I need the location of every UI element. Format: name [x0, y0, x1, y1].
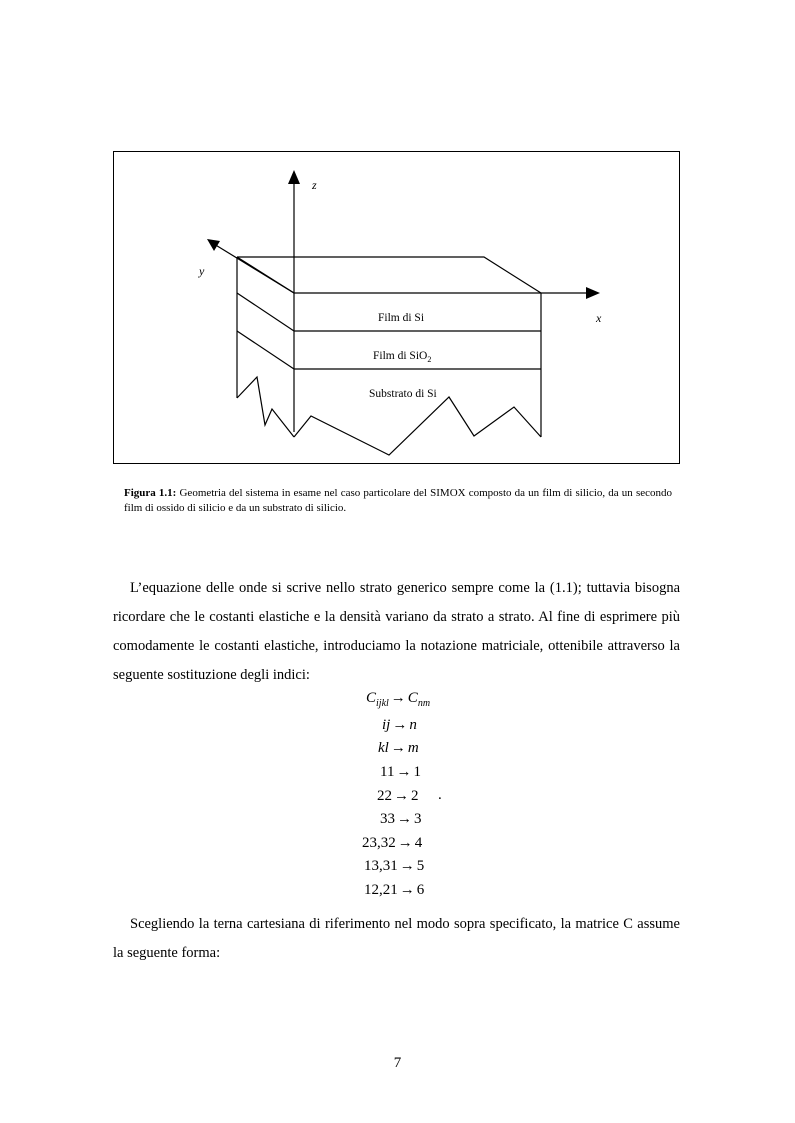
equation-6: [380, 811, 422, 828]
equation-4: [380, 764, 421, 781]
eq1-rhs-sub: nm: [417, 698, 431, 709]
eq1-rhs: C: [407, 690, 418, 706]
eq9-lhs: 12,21: [364, 882, 398, 898]
equation-5: [377, 788, 419, 805]
equation-8: [364, 858, 424, 875]
equation-2: [382, 717, 417, 734]
eq7-rhs: 4: [414, 835, 423, 851]
eq2-lhs: ij: [382, 717, 391, 733]
caption-text: Geometria del sistema in esame nel caso particolare del SIMOX composto da un film di silicio, da un secondo film di ossido di silicio e da un substrato di silicio.: [124, 487, 672, 514]
layer-si-film-label: Film di Si: [378, 312, 425, 324]
eq4-lhs: 11: [380, 764, 395, 780]
top-face-edge: [237, 257, 541, 293]
left-layer2-edge: [237, 331, 294, 369]
eq5-rhs: 2: [411, 788, 419, 804]
layer-sio2-film-label: [373, 350, 431, 364]
eq7-lhs: 23,32: [362, 835, 396, 851]
eq9-rhs: 6: [416, 882, 425, 898]
simox-geometry-diagram: [114, 152, 681, 465]
eq3-lhs: kl: [378, 740, 389, 756]
left-jagged-edge: [237, 377, 294, 437]
eq2-arrow: →: [392, 717, 408, 733]
eq3-rhs: m: [407, 740, 419, 756]
eq5-arrow: →: [394, 788, 409, 804]
figure-caption: [124, 486, 672, 516]
paragraph-matrix-form: Scegliendo la terna cartesiana di riferimento nel modo sopra specificato, la matrice C assume la seguente forma:: [113, 916, 680, 961]
equation-7: [362, 835, 422, 852]
eq2-rhs: n: [409, 717, 417, 733]
eq9-arrow: →: [399, 882, 415, 898]
equation-9: [364, 882, 424, 899]
eq8-rhs: 5: [416, 858, 425, 874]
caption-label: Figura 1.1:: [124, 487, 177, 499]
paragraph-wave-equation: L’equazione delle onde si scrive nello strato generico sempre come la (1.1); tuttavia bisogna ricordare che le costanti elastiche e la densità variano da strato a strato. Al fine di esprimere più comodamente le costanti elastiche, introduciamo la notazione matriciale, ottenibile attraverso la seguente sostituzione degli indici:: [113, 580, 680, 683]
eq1-arrow: →: [390, 690, 406, 706]
z-arrowhead: [288, 170, 300, 184]
eq3-arrow: →: [390, 740, 406, 756]
eq8-lhs: 13,31: [364, 858, 398, 874]
equation-3: [378, 740, 419, 757]
layer-substrate-label: Substrato di Si: [369, 388, 437, 400]
eq5-lhs: 22: [377, 788, 392, 804]
equations-period: .: [438, 787, 442, 803]
eq4-rhs: 1: [413, 764, 421, 780]
y-arrowhead: [207, 239, 220, 251]
equation-1: [366, 690, 430, 709]
eq8-arrow: →: [399, 858, 415, 874]
axis-x-label: x: [596, 311, 602, 325]
layer-sio2-main: Film di SiO: [373, 350, 428, 362]
eq1-lhs: C: [366, 690, 377, 706]
axis-z-label: z: [312, 178, 317, 192]
eq6-rhs: 3: [414, 811, 422, 827]
left-top-edge: [237, 257, 294, 293]
front-jagged-edge: [294, 397, 541, 455]
eq7-arrow: →: [397, 835, 413, 851]
eq6-lhs: 33: [380, 811, 395, 827]
eq6-arrow: →: [397, 811, 412, 827]
x-arrowhead: [586, 287, 600, 299]
axis-y-label: y: [199, 264, 205, 278]
layer-sio2-subscript: 2: [427, 355, 432, 364]
figure-frame: [113, 151, 680, 464]
eq4-arrow: →: [396, 764, 412, 780]
eq1-lhs-sub: ijkl: [376, 698, 389, 709]
page-number: 7: [393, 1055, 402, 1071]
left-layer1-edge: [237, 293, 294, 331]
